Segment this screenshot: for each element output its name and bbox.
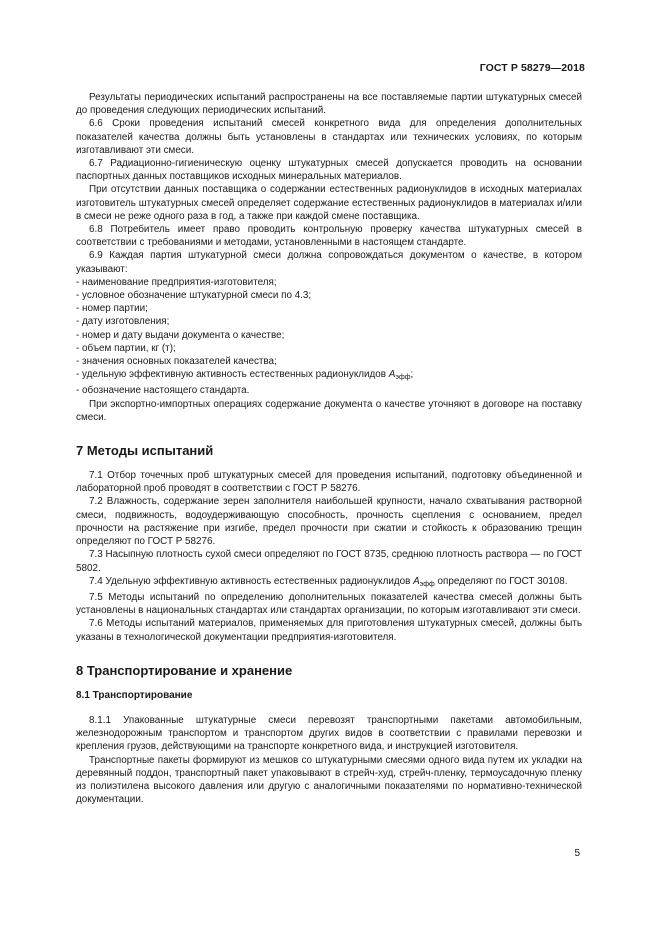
paragraph-6-9: 6.9 Каждая партия штукатурной смеси должна сопровождаться документом о качестве, в котором указывают: bbox=[76, 250, 582, 275]
document-header: ГОСТ Р 58279—2018 bbox=[479, 62, 585, 74]
paragraph-text: 7.4 Удельную эффективную активность естественных радионуклидов bbox=[89, 575, 414, 587]
paragraph-7-5: 7.5 Методы испытаний по определению дополнительных показателей качества смесей должны быть установлены в национальных стандартах или стандартах организации, по которым изготавливают эти смеси. bbox=[76, 591, 582, 617]
list-item: - значения основных показателей качества; bbox=[76, 355, 582, 368]
quality-document-list bbox=[76, 276, 582, 398]
document-body bbox=[76, 91, 582, 806]
paragraph-8-1-1: 8.1.1 Упакованные штукатурные смеси перевозят транспортными пакетами автомобильным, железнодорожным транспортом и транспортом других видов в соответствии с правилами перевозки и крепления грузов, действующими на транспорте конкретного вида, и инструкцией изготовителя. bbox=[76, 714, 582, 753]
list-item: - наименование предприятия-изготовителя; bbox=[76, 276, 582, 289]
list-item: - условное обозначение штукатурной смеси по 4.3; bbox=[76, 289, 582, 302]
paragraph: При отсутствии данных поставщика о содержании естественных радионуклидов в исходных материалах изготовитель штукатурных смесей определяет содержание естественных радионуклидов в материалах и/или в смеси не реже одного раза в год, а также при каждой смене поставщика. bbox=[76, 184, 582, 222]
paragraph-7-4 bbox=[76, 575, 582, 591]
list-item: - дату изготовления; bbox=[76, 315, 582, 328]
page-number: 5 bbox=[574, 848, 580, 859]
activity-subscript: эфф bbox=[395, 374, 411, 382]
section-7-title: 7 Методы испытаний bbox=[76, 443, 214, 459]
paragraph-7-2: 7.2 Влажность, содержание зерен заполнителя наибольшей крупности, начало схватывания растворной смеси, подвижность, водоудерживающую способность, прочность сцепления с основанием, предел прочности на растяжение при изгибе, предел прочности при сжатии и стойкость к образованию трещин определяют по ГОСТ Р 58276. bbox=[76, 496, 582, 548]
list-item: - обозначение настоящего стандарта. bbox=[76, 384, 582, 397]
section-8-title: 8 Транспортирование и хранение bbox=[76, 662, 293, 678]
activity-subscript: эфф bbox=[419, 580, 435, 588]
paragraph-7-6: 7.6 Методы испытаний материалов, применяемых для приготовления штукатурных смесей, должны быть указаны в технологической документации предприятия-изготовителя. bbox=[76, 618, 582, 643]
list-item-text: удельную эффективную активность естественных радионуклидов bbox=[82, 369, 389, 381]
activity-symbol: A bbox=[413, 575, 420, 587]
list-item-activity bbox=[76, 368, 582, 384]
subsection-8-1-title: 8.1 Транспортирование bbox=[76, 689, 193, 701]
paragraph-6-8: 6.8 Потребитель имеет право проводить контрольную проверку качества штукатурных смесей в соответствии с требованиями и методами, установленными в настоящем стандарте. bbox=[76, 224, 582, 249]
list-item: - номер партии; bbox=[76, 302, 582, 315]
paragraph-7-1: 7.1 Отбор точечных проб штукатурных смесей для проведения испытаний, подготовку объединенной и лабораторной проб проводят в соответствии с ГОСТ Р 58276. bbox=[76, 470, 582, 495]
activity-symbol: A bbox=[388, 369, 396, 381]
list-item: - номер и дату выдачи документа о качестве; bbox=[76, 329, 582, 342]
paragraph-6-7: 6.7 Радиационно-гигиеническую оценку штукатурных смесей допускается проводить на основании паспортных данных поставщиков исходных минеральных материалов. bbox=[76, 158, 582, 183]
paragraph: При экспортно-импортных операциях содержание документа о качестве уточняют в договоре на поставку смеси. bbox=[76, 398, 582, 423]
paragraph-text: определяют по ГОСТ 30108. bbox=[434, 575, 568, 587]
paragraph: Транспортные пакеты формируют из мешков со штукатурными смесями одного вида путем их укладки на деревянный поддон, транспортный пакет упаковывают в стрейч-худ, стрейч-пленку, термоусадочную пленку из полиэтилена высокого давления или другую с аналогичными показателями по нормативно-технической документации. bbox=[76, 754, 582, 806]
list-item-suffix: ; bbox=[410, 369, 414, 381]
paragraph-7-3: 7.3 Насыпную плотность сухой смеси определяют по ГОСТ 8735, среднюю плотность раствора — по ГОСТ 5802. bbox=[76, 549, 582, 574]
list-item: - объем партии, кг (т); bbox=[76, 342, 582, 355]
paragraph-6-6: 6.6 Сроки проведения испытаний смесей конкретного вида для определения дополнительных показателей качества должны быть установлены в стандартах или технических условиях, по которым изготавливают эти смеси. bbox=[76, 118, 582, 156]
paragraph: Результаты периодических испытаний распространены на все поставляемые партии штукатурных смесей до проведения следующих периодических испытаний. bbox=[76, 92, 582, 117]
